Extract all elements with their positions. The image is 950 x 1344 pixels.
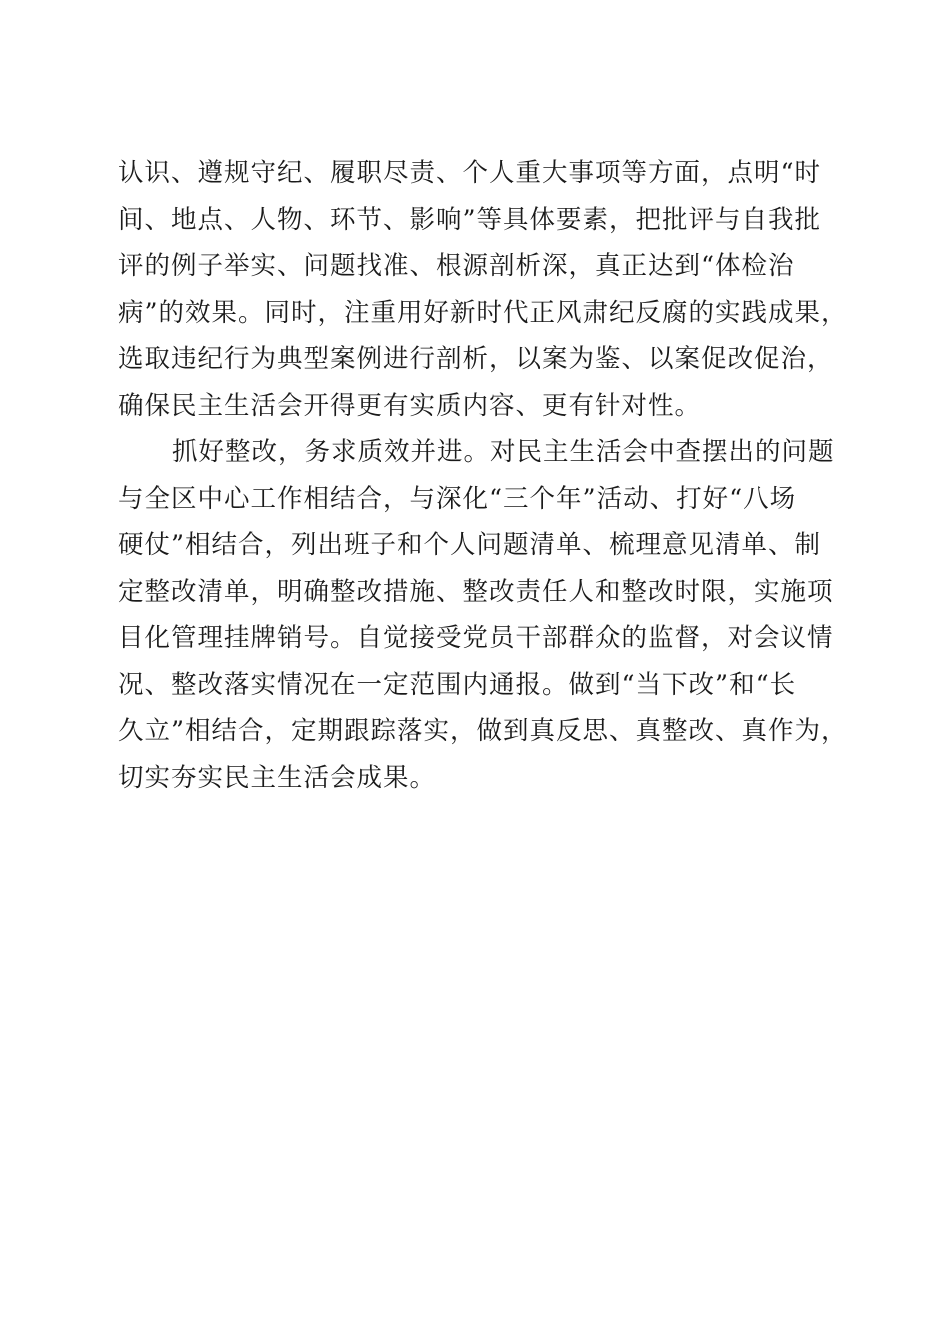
document-body	[118, 150, 848, 801]
paragraph-line: 选取违纪行为典型案例进行剖析，以案为鉴、以案促改促治，	[118, 344, 834, 374]
paragraph-line: 硬仗”相结合，列出班子和个人问题清单、梳理意见清单、制	[118, 530, 822, 560]
paragraph-line: 评的例子举实、问题找准、根源剖析深，真正达到“体检治	[118, 251, 795, 281]
paragraph-line: 病”的效果。同时，注重用好新时代正风肃纪反腐的实践成果，	[118, 297, 848, 328]
paragraph-line: 与全区中心工作相结合，与深化“三个年”活动、打好“八场	[118, 483, 797, 514]
paragraph-line: 确保民主生活会开得更有实质内容、更有针对性。	[118, 390, 702, 421]
paragraph-line: 目化管理挂牌销号。自觉接受党员干部群众的监督，对会议情	[118, 623, 834, 653]
paragraph-line: 切实夯实民主生活会成果。	[118, 762, 437, 793]
paragraph-line: 定整改清单，明确整改措施、整改责任人和整改时限，实施项	[118, 576, 834, 607]
paragraph-line: 久立”相结合，定期跟踪落实，做到真反思、真整改、真作为，	[118, 716, 848, 746]
paragraph-line: 况、整改落实情况在一定范围内通报。做到“当下改”和“长	[118, 669, 797, 700]
paragraph-line: 认识、遵规守纪、履职尽责、个人重大事项等方面，点明“时	[118, 158, 822, 188]
paragraph-2	[118, 429, 848, 801]
paragraph-line: 抓好整改，务求质效并进。对民主生活会中查摆出的问题	[172, 437, 835, 467]
paragraph-line: 间、地点、人物、环节、影响”等具体要素，把批评与自我批	[118, 204, 822, 235]
paragraph-1	[118, 150, 848, 429]
